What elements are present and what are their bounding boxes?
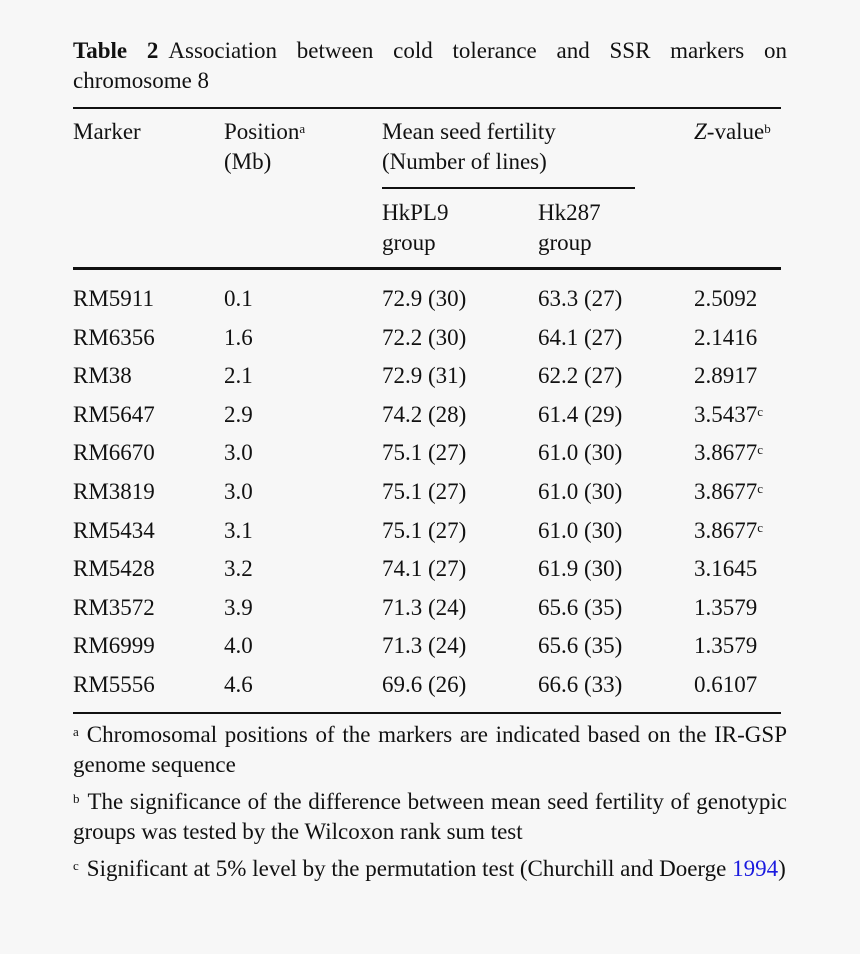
table-row [73,516,787,555]
cell-hkpl9: 75.1 (27) [382,440,467,466]
footnote-c [73,854,787,884]
cell-marker: RM6356 [73,324,155,350]
cell-z-footnote: c [757,519,764,535]
cell-z-text: 2.5092 [694,286,758,311]
cell-z-value [694,477,763,507]
table-body [73,284,787,709]
cell-z-text: 3.1645 [694,556,758,582]
header-z-rest: -value [706,119,765,144]
cell-z-value [694,593,757,623]
cell-z-value [694,400,763,430]
cell-marker: RM6670 [73,440,155,466]
header-hkpl9 [382,198,448,258]
cell-hk287: 65.6 (35) [538,594,623,620]
cell-z-text: 1.3579 [694,594,758,620]
table-row [73,631,787,670]
cell-position: 3.2 [224,556,253,582]
cell-z-footnote: c [757,480,764,496]
cell-hkpl9: 71.3 (24) [382,594,467,620]
cell-hk287: 63.3 (27) [538,286,623,311]
cell-z-value [694,670,757,700]
cell-z-text: 2.1416 [694,324,758,350]
table-title: Association between cold tolerance and SSR markers on chromosome 8 [73,38,787,93]
cell-hkpl9: 74.2 (28) [382,401,467,427]
header-mean-line2: (Number of lines) [382,149,547,174]
cell-marker: RM5428 [73,556,155,582]
cell-position: 4.6 [224,671,253,697]
cell-z-value [694,361,757,391]
cell-hk287: 64.1 (27) [538,324,623,350]
header-hk287-line2: group [538,230,592,255]
cell-z-text: 1.3579 [694,633,758,659]
cell-position: 0.1 [224,286,253,311]
header-position-label: Position [224,119,300,144]
table-row [73,400,787,439]
table-label: Table 2 [73,38,159,63]
header-z-footnote: b [764,121,771,136]
table-caption [73,36,787,96]
citation-link[interactable]: 1994 [732,856,779,881]
cell-hkpl9: 71.3 (24) [382,633,467,659]
cell-position: 2.1 [224,363,253,389]
cell-position: 3.0 [224,440,253,466]
cell-hk287: 61.0 (30) [538,478,623,504]
table-row [73,361,787,400]
cell-hk287: 61.0 (30) [538,440,623,466]
cell-marker: RM38 [73,363,132,389]
cell-hk287: 61.4 (29) [538,401,623,427]
cell-position: 4.0 [224,633,253,659]
table-row [73,284,787,323]
cell-hk287: 65.6 (35) [538,633,623,659]
table-row [73,554,787,593]
table-row [73,477,787,516]
cell-hkpl9: 75.1 (27) [382,478,467,504]
header-position-footnote: a [299,121,306,136]
cell-hk287: 61.0 (30) [538,517,623,543]
header-z-value [694,117,771,147]
cell-position: 3.9 [224,594,253,620]
footnote-c-text: Significant at 5% level by the permutation test (Churchill and Doerge [86,856,733,881]
cell-z-value [694,631,757,661]
cell-hkpl9: 72.2 (30) [382,324,467,350]
cell-z-text: 3.8677 [694,440,758,466]
table-row [73,323,787,362]
cell-position: 3.1 [224,517,253,543]
footnotes [73,720,787,891]
cell-z-text: 3.5437 [694,401,758,427]
table-row [73,438,787,477]
header-mean-fertility [382,117,556,177]
footnote-b-mark: b [73,791,80,806]
table-row [73,670,787,709]
header-hkpl9-line2: group [382,230,436,255]
cell-z-text: 3.8677 [694,478,758,504]
cell-marker: RM6999 [73,633,155,659]
cell-z-text: 3.8677 [694,517,758,543]
cell-hkpl9: 72.9 (30) [382,286,467,311]
cell-position: 2.9 [224,401,253,427]
cell-z-footnote: c [757,442,764,458]
cell-hkpl9: 69.6 (26) [382,671,467,697]
footnote-a-text: Chromosomal positions of the markers are indicated based on the IR-GSP genome sequence [73,722,787,777]
cell-hk287: 61.9 (30) [538,556,623,582]
subheader-rule [382,187,635,189]
cell-marker: RM5911 [73,286,154,311]
cell-z-value [694,284,757,314]
cell-z-value [694,554,757,584]
header-position-unit: (Mb) [224,149,272,174]
top-rule [73,107,781,109]
cell-marker: RM3572 [73,594,155,620]
footnote-c-mark: c [73,858,79,873]
cell-marker: RM5556 [73,671,155,697]
cell-hkpl9: 75.1 (27) [382,517,467,543]
bottom-rule [73,712,781,714]
footnote-b [73,787,787,847]
header-hkpl9-line1: HkPL9 [382,200,449,225]
footnote-b-text: The significance of the difference between mean seed fertility of genotypic groups was tested by the Wilcoxon rank sum test [73,789,787,844]
cell-position: 1.6 [224,324,253,350]
cell-marker: RM3819 [73,478,155,504]
cell-marker: RM5647 [73,401,155,427]
cell-hkpl9: 74.1 (27) [382,556,467,582]
cell-hk287: 62.2 (27) [538,363,623,389]
header-marker [73,117,141,147]
header-body-rule [73,267,781,270]
footnote-c-tail: ) [778,856,786,881]
cell-z-value [694,516,763,546]
header-marker-label: Marker [73,119,141,144]
table-row [73,593,787,632]
cell-marker: RM5434 [73,517,155,543]
cell-hk287: 66.6 (33) [538,671,623,697]
cell-z-value [694,438,763,468]
cell-z-text: 0.6107 [694,671,758,697]
footnote-a-mark: a [73,724,79,739]
header-position [224,117,305,177]
cell-z-footnote: c [757,403,764,419]
header-mean-line1: Mean seed fertility [382,119,556,144]
header-z-italic: Z [694,119,707,144]
cell-z-text: 2.8917 [694,363,758,389]
header-hk287-line1: Hk287 [538,200,601,225]
cell-position: 3.0 [224,478,253,504]
header-hk287 [538,198,601,258]
cell-z-value [694,323,757,353]
footnote-a [73,720,787,780]
cell-hkpl9: 72.9 (31) [382,363,467,389]
